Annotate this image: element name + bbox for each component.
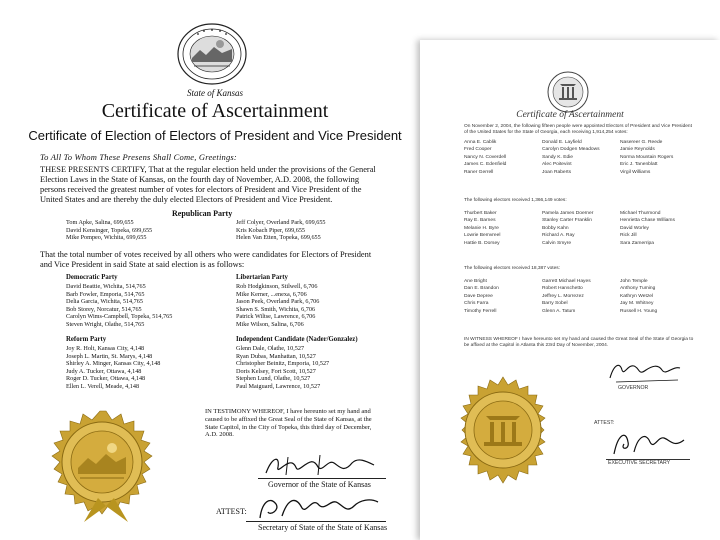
governor-signature-line [258, 478, 386, 479]
libertarian-heading: Libertarian Party [236, 274, 288, 281]
elector-name: Jamie Reynolds [620, 147, 655, 153]
certify-paragraph: THESE PRESENTS CERTIFY, That at the regular election held under the provisions of the General Election Laws in the State of Kansas, on the fourth day of November, A.D. 2008, the following persons received the greatest number of votes for electors of President and Vice President of the United States and are thereby the duly elected Electors of President and Vice President. [40, 165, 376, 204]
georgia-gold-seal-icon [450, 376, 556, 484]
reform-list [66, 345, 160, 391]
reform-elector: Joy R. Holt, Kansas City, 4,148 [66, 345, 145, 352]
greeting-line: To All To Whom These Presens Shall Come, Greetings: [40, 152, 237, 162]
kansas-gold-seal-icon [48, 410, 164, 528]
democratic-heading: Democratic Party [66, 274, 118, 281]
elector-name: Barry Sobel [542, 301, 568, 307]
independent-elector: Glenn Dale, Olathe, 10,527 [236, 345, 305, 352]
elector-name: Norma Mountain Rogers [620, 154, 674, 160]
georgia-third-text: The following electors received 18,387 votes: [464, 266, 560, 271]
elector-name: Virgil Williams [620, 169, 651, 175]
georgia-second-col-3 [620, 210, 675, 247]
testimony-paragraph: IN TESTIMONY WHEREOF, I have hereunto set my hand and caused to be affixed the Great Seal of the State of Kansas, at the State Capitol, in the City of Topeka, this third day of December, A.D. 2008. [205, 408, 372, 439]
reform-elector: Roger D. Tucker, Ottawa, 4,148 [66, 375, 146, 383]
georgia-second-col-2 [542, 210, 593, 247]
democratic-elector: Delia Garcia, Wichita, 514,765 [66, 298, 143, 306]
libertarian-elector: Rob Hodgkinson, Stilwell, 6,706 [236, 283, 318, 290]
republican-elector: Mike Pompeo, Wichita, 699,655 [66, 234, 147, 242]
elector-name: Hattie B. Dorsey [464, 240, 500, 246]
libertarian-elector: Patrick Wiltse, Lawrence, 6,706 [236, 313, 316, 321]
georgia-certificate [420, 40, 720, 540]
republican-elector: Tom Apke, Salina, 699,655 [66, 219, 134, 226]
democratic-list [66, 283, 172, 329]
elector-name: Ane Bright [464, 279, 487, 284]
georgia-state-seal-icon [546, 70, 590, 114]
elector-name: Carolyn Dodgen Meadows [542, 147, 600, 153]
georgia-winners-col-3 [620, 139, 673, 176]
georgia-attest-label: ATTEST: [594, 420, 615, 426]
republican-right-column [236, 219, 326, 242]
elector-name: Robert Hanschetto [542, 286, 583, 292]
democratic-elector: Bob Storey, Norcatur, 514,765 [66, 305, 142, 313]
elector-name: Stanley Carter Franklin [542, 218, 593, 224]
elector-name: Kathryn Wetzel [620, 293, 654, 299]
elector-name: David Worley [620, 225, 649, 231]
elector-name: Nasereer G. Reede [620, 140, 663, 145]
elector-name: Rick Jill [620, 233, 637, 239]
elector-name: Jeffrey L. Morrezez [542, 293, 584, 299]
democratic-elector: David Beattie, Wichita, 514,765 [66, 283, 146, 290]
elector-name: Fred Cooper [464, 147, 492, 153]
libertarian-elector: Mike Wilson, Salina, 6,706 [236, 320, 304, 328]
elector-name: James C. Edenfield [464, 162, 507, 168]
georgia-secretary-label: EXECUTIVE SECRETARY [608, 460, 671, 466]
georgia-second-text: The following electors received 1,366,149 votes: [464, 198, 567, 203]
kansas-state-seal-icon [176, 22, 248, 86]
elector-name: Ray E. Barnes [464, 218, 496, 224]
elector-name: Melanie H. Byre [464, 225, 499, 231]
independent-elector: Stephen Lund, Olathe, 10,527 [236, 375, 311, 383]
secretary-signature-line [246, 521, 386, 522]
reform-elector: Judy A. Tucker, Ottawa, 4,148 [66, 367, 142, 375]
reform-elector: Ellen L. Verell, Meade, 4,148 [66, 382, 140, 390]
governor-signature [258, 453, 386, 479]
elector-name: Eric J. Tanenblatt [620, 162, 658, 168]
elector-name: Michael Thurmond [620, 211, 661, 216]
elector-name: Sandy K. Edie [542, 154, 573, 160]
elector-name: Glenn A. Tatum [542, 308, 576, 314]
republican-elector: David Kensinger, Topeka, 699,655 [66, 226, 153, 234]
others-paragraph: That the total number of votes received by all others who were candidates for Electors of President and Vice President in said State at said election is as follows: [40, 250, 372, 269]
secretary-label: Secretary of State of the State of Kansas [258, 523, 388, 532]
elector-name: Garrett Michael Hayes [542, 279, 591, 284]
georgia-governor-signature [606, 358, 684, 384]
elector-name: Bobby Kahn [542, 225, 569, 231]
elector-name: Henrietta Chase Williams [620, 218, 675, 224]
elector-name: Pamela James Doerner [542, 211, 594, 216]
independent-list [236, 345, 329, 391]
elector-name: Jay M. Whitney [620, 301, 654, 307]
certificate-subtitle: Certificate of Election of Electors of President and Vice President [28, 128, 402, 143]
democratic-elector: Barb Fowler, Emporia, 514,765 [66, 290, 145, 298]
independent-elector: Christopher Beinitz, Emporia, 10,527 [236, 360, 330, 368]
independent-elector: Paul Maiguard, Lawrence, 10,527 [236, 382, 321, 390]
independent-heading: Independent Candidate (Nader/Gonzalez) [236, 336, 358, 343]
libertarian-elector: Jason Peek, Overland Park, 6,706 [236, 298, 320, 306]
republican-elector: Helen Van Etten, Topeka, 699,655 [236, 234, 321, 242]
elector-name: Russell H. Young [620, 308, 658, 314]
georgia-witness: IN WITNESS WHEREOF I have hereunto set my hand and caused the Great Seal of the State of Georgia to be affixed at the Capitol in Atlanta this 23rd Day of November, 2004. [464, 337, 694, 349]
reform-heading: Reform Party [66, 336, 107, 343]
georgia-second-col-1 [464, 210, 500, 247]
georgia-winners-col-1 [464, 139, 506, 176]
georgia-title: Certificate of Ascertainment [516, 110, 624, 120]
independent-elector: Doris Kelsey, Fort Scott, 10,527 [236, 367, 316, 375]
georgia-third-col-1 [464, 278, 499, 315]
elector-name: Sara Zamerripa [620, 240, 654, 246]
elector-name: Anna E. Cablik [464, 140, 497, 145]
reform-elector: Joseph L. Martin, St. Marys, 4,148 [66, 352, 153, 360]
libertarian-elector: Mike Kerner, ...enexa, 6,706 [236, 290, 307, 298]
georgia-intro: On November 2, 2004, the following fifteen people were appointed Electors of President and Vice President of the United States for the State of Georgia, each receiving 1,914,254 votes: [464, 124, 692, 136]
republican-elector: Jeff Colyer, Overland Park, 699,655 [236, 219, 326, 226]
libertarian-elector: Shawn S. Smith, Wichita, 6,706 [236, 305, 316, 313]
elector-name: Dave Depree [464, 293, 493, 299]
governor-label: Governor of the State of Kansas [268, 480, 371, 489]
elector-name: Thurbert Baker [464, 211, 497, 216]
georgia-secretary-signature [606, 428, 690, 458]
elector-name: Dan E. Brandon [464, 286, 499, 292]
georgia-governor-label: GOVERNOR [618, 385, 649, 391]
certificate-title: Certificate of Ascertainment [101, 100, 329, 122]
georgia-winners-col-2 [542, 139, 600, 176]
elector-name: Timothy Ferrell [464, 308, 497, 314]
republican-elector: Kris Kobach Piper, 699,655 [236, 226, 306, 234]
elector-name: Nancy N. Coverdell [464, 154, 507, 160]
independent-elector: Ryan Dubas, Manhattan, 10,527 [236, 352, 316, 360]
libertarian-list [236, 283, 319, 329]
elector-name: Chris Farra [464, 301, 489, 307]
georgia-third-col-2 [542, 278, 591, 315]
elector-name: Raner Gerrell [464, 169, 494, 175]
elector-name: Joan Raberts [542, 169, 572, 175]
elector-name: Anthony Tuming [620, 286, 656, 292]
elector-name: Lowrie Bemvreel [464, 233, 501, 239]
elector-name: Calvin Smyre [542, 240, 572, 246]
republican-heading: Republican Party [172, 209, 233, 218]
elector-name: Donald E. Layfield [542, 140, 582, 145]
attest-label: ATTEST: [216, 507, 247, 516]
state-of-kansas-label: State of Kansas [186, 88, 243, 98]
republican-left-column [66, 219, 152, 242]
georgia-third-col-3 [620, 278, 657, 315]
elector-name: Alec Poitevint [542, 162, 572, 168]
elector-name: Richard A. Ray [542, 233, 575, 239]
secretary-signature [246, 494, 390, 522]
reform-elector: Shirley A. Minger, Kansas City, 4,148 [66, 360, 161, 368]
democratic-elector: Steven Wright, Olathe, 514,765 [66, 320, 145, 328]
democratic-elector: Carolyn Wims-Campbell, Topeka, 514,765 [66, 313, 173, 321]
elector-name: John Temple [620, 279, 648, 284]
